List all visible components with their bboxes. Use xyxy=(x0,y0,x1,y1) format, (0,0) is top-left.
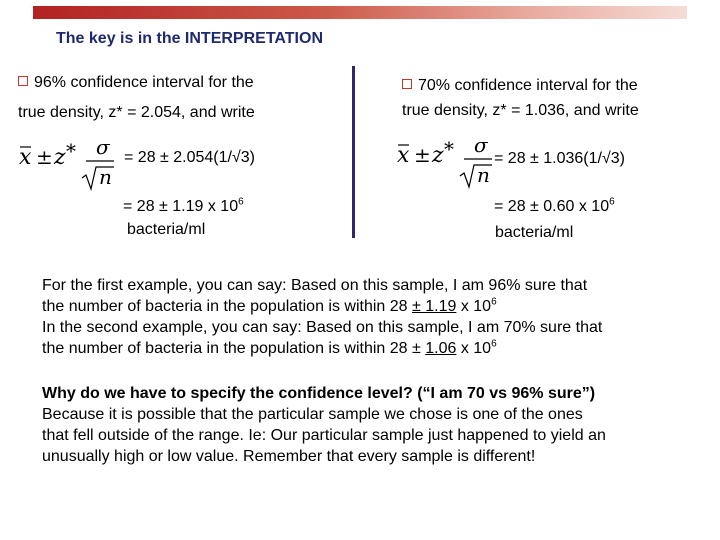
interp-line-4: the number of bacteria in the population is within 28 ± 1.06 x $10^6$ xyxy=(42,338,497,357)
column-divider xyxy=(352,66,355,238)
left-intro-line1: 96% confidence interval for the xyxy=(34,74,254,91)
interpretation-paragraph xyxy=(42,275,692,359)
formula-z: z xyxy=(432,143,444,168)
formula-pm: ± xyxy=(414,143,431,167)
interp-line-1: For the first example, you can say: Based on this sample, I am 96% sure that xyxy=(42,277,588,294)
left-ci-formula xyxy=(14,134,122,194)
why-answer-line-3: unusually high or low value. Remember that every sample is different! xyxy=(42,448,536,465)
right-ci-unit: bacteria/ml xyxy=(495,224,574,241)
formula-n: n xyxy=(477,163,490,187)
page-title: The key is in the INTERPRETATION xyxy=(56,30,323,47)
right-intro-line2: true density, z* = 1.036, and write xyxy=(402,102,639,119)
right-intro-line1: 70% confidence interval for the xyxy=(418,77,638,94)
formula-star: * xyxy=(66,139,76,163)
left-ci-unit: bacteria/ml xyxy=(127,221,206,238)
left-intro-line2: true density, z* = 2.054, and write xyxy=(18,104,255,121)
why-answer-line-2: that fell outside of the range. Ie: Our particular sample just happened to yield an xyxy=(42,427,606,444)
bullet-icon xyxy=(18,76,28,86)
formula-sigma: σ xyxy=(474,133,488,157)
left-ci-value: = 28 ± 1.19 x $10^6$ xyxy=(123,196,244,215)
header-accent-bar xyxy=(33,6,687,19)
why-paragraph xyxy=(42,383,692,467)
formula-star: * xyxy=(444,137,454,161)
left-bullet-line xyxy=(18,74,254,92)
left-ci-result: = 28 ± 2.054(1/√3) xyxy=(124,149,255,166)
interp-line-2: the number of bacteria in the population is within 28 ± 1.19 x $10^6$ xyxy=(42,296,497,315)
formula-n: n xyxy=(99,165,112,189)
formula-pm: ± xyxy=(36,145,53,169)
formula-sigma: σ xyxy=(96,135,110,159)
bullet-icon xyxy=(402,79,412,89)
why-question: Why do we have to specify the confidence level? (“I am 70 vs 96% sure”) xyxy=(42,385,596,402)
interp-line-3: In the second example, you can say: Based on this sample, I am 70% sure that xyxy=(42,319,603,336)
why-answer-line-1: Because it is possible that the particular sample we chose is one of the ones xyxy=(42,406,583,423)
right-ci-value: = 28 ± 0.60 x $10^6$ xyxy=(494,196,615,215)
right-ci-formula xyxy=(392,132,500,192)
formula-xbar: x xyxy=(19,145,32,170)
formula-xbar: x xyxy=(397,143,410,168)
right-ci-result: = 28 ± 1.036(1/√3) xyxy=(494,150,625,167)
formula-z: z xyxy=(54,145,66,170)
right-bullet-line xyxy=(402,77,638,95)
